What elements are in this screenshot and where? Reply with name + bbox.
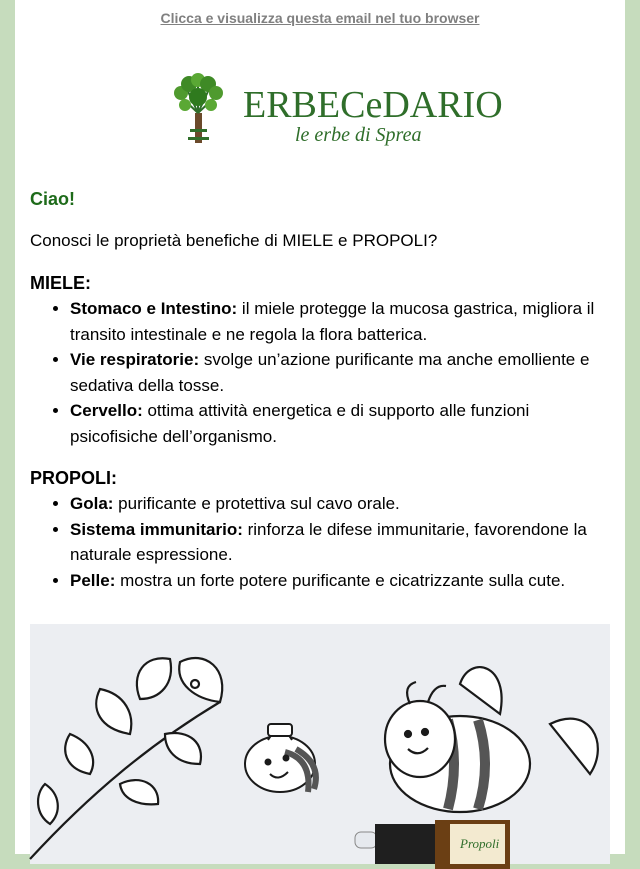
list-item [70, 491, 610, 517]
list-item [70, 568, 610, 594]
item-label: Cervello: [70, 401, 143, 420]
propoli-title: PROPOLI: [30, 468, 118, 488]
email-card [15, 0, 625, 854]
erbecedario-logo[interactable] [165, 75, 503, 155]
email-body [30, 186, 610, 593]
logo-tagline: le erbe di Sprea [295, 124, 422, 146]
tree-icon [174, 73, 223, 143]
logo-brand-text: ERBECeDARIO [243, 84, 503, 126]
item-label: Vie respiratorie: [70, 350, 200, 369]
item-text: il miele protegge la mucosa gastrica, migliora il transito intestinale e ne regola la flora batterica. [70, 299, 595, 344]
big-bee-icon [385, 667, 598, 812]
list-item [70, 296, 610, 347]
propoli-bottle-icon [355, 820, 510, 869]
item-label: Gola: [70, 494, 114, 513]
list-item [70, 517, 610, 568]
intro-text: Conosci le proprietà benefiche di MIELE e PROPOLI? [30, 231, 438, 250]
item-text: mostra un forte potere purificante e cicatrizzante sulla cute. [115, 570, 566, 590]
miele-list [30, 296, 610, 449]
leaf-branch-icon [30, 658, 222, 859]
propoli-list [30, 491, 610, 593]
item-text: rinforza le difese immunitarie, favorendone la naturale espressione. [70, 519, 587, 564]
greeting: Ciao! [30, 189, 75, 209]
bee-drawing [30, 624, 610, 864]
item-text: svolge un’azione purificante ma anche emolliente e sedativa della tosse. [70, 350, 590, 395]
item-text: purificante e protettiva sul cavo orale. [113, 494, 400, 513]
item-text: ottima attività energetica e di supporto alle funzioni psicofisiche dell’organismo. [70, 401, 530, 446]
list-item [70, 347, 610, 398]
item-label: Stomaco e Intestino: [70, 299, 238, 318]
bottle-label: Propoli [460, 836, 500, 851]
small-bee-icon [245, 724, 316, 792]
bee-illustration-photo[interactable] [30, 624, 610, 864]
item-label: Pelle: [70, 570, 116, 590]
list-item [70, 398, 610, 449]
view-in-browser-link[interactable]: Clicca e visualizza questa email nel tuo browser [160, 10, 480, 26]
item-label: Sistema immunitario: [70, 519, 243, 539]
miele-title: MIELE: [30, 273, 91, 293]
